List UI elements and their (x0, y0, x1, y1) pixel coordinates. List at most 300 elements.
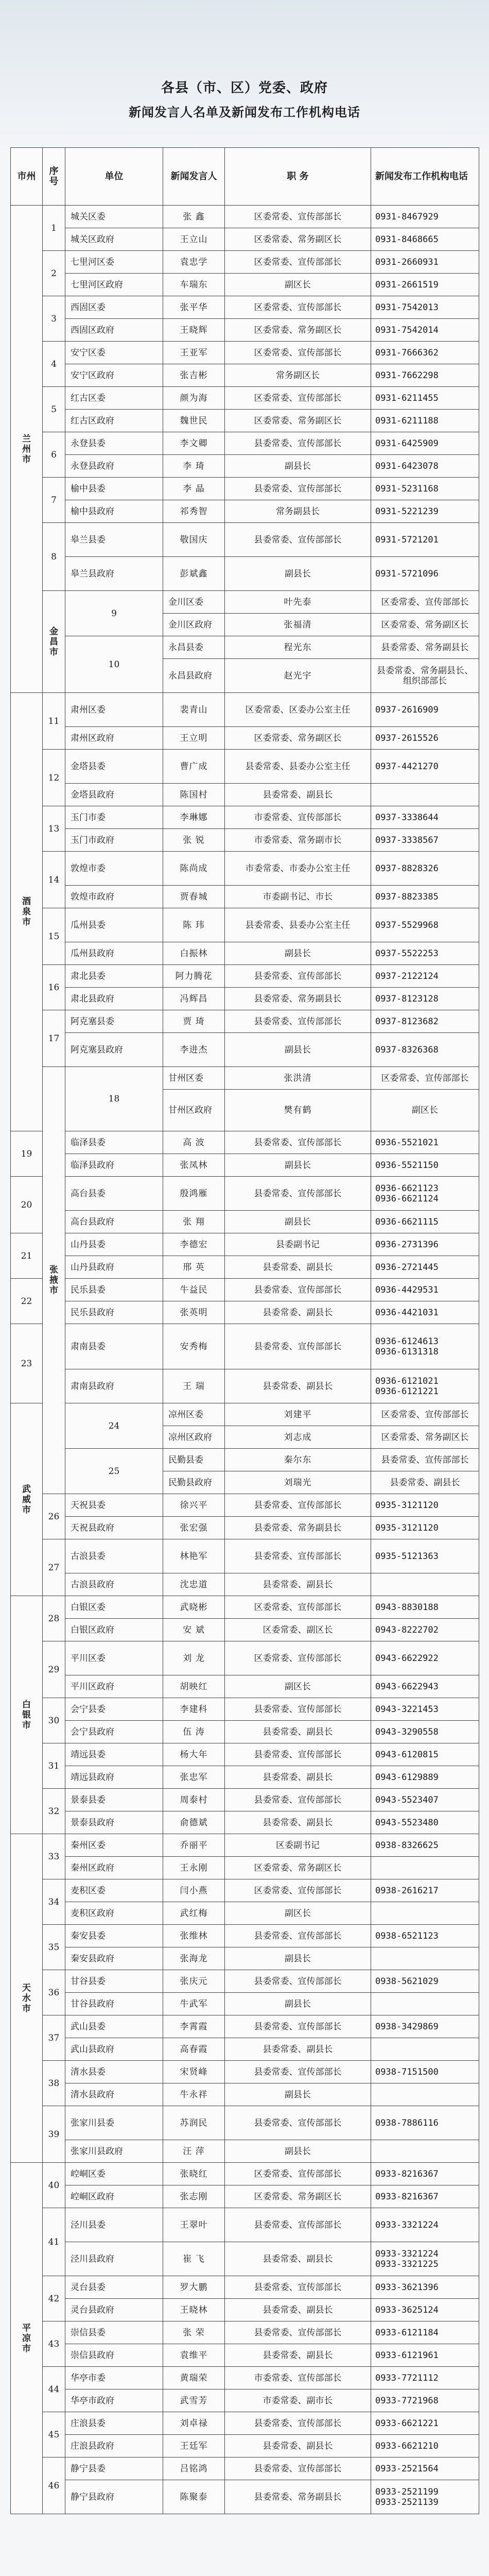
phone-cell: 0937-5529968 (371, 908, 479, 942)
table-row (11, 965, 479, 988)
unit-cell: 庄浪县政府 (65, 2435, 163, 2458)
table-row (11, 886, 479, 908)
spokesperson-name: 刘建平 (225, 1403, 371, 1426)
table-row (11, 387, 479, 410)
header-no: 序号 (43, 148, 65, 206)
unit-cell: 永登县委 (65, 432, 163, 455)
spokesperson-name: 张英明 (163, 1301, 225, 1324)
position-cell: 县委常委、常务副县长 (225, 988, 371, 1010)
table-row (11, 908, 479, 942)
position-cell: 区委常委、常务副区长 (225, 410, 371, 432)
table-row (11, 1369, 479, 1403)
spokesperson-name: 俞德斌 (163, 1811, 225, 1834)
spokesperson-name: 曹广成 (163, 750, 225, 784)
spokesperson-name: 叶先泰 (225, 591, 371, 614)
spokesperson-name: 张 翔 (163, 1211, 225, 1233)
unit-cell: 天祝县政府 (65, 1517, 163, 1539)
table-row (11, 750, 479, 784)
unit-cell: 永昌县委 (163, 636, 225, 659)
table-row (11, 2321, 479, 2344)
phone-cell: 0933-6121961 (371, 2344, 479, 2367)
unit-cell: 肃北县政府 (65, 988, 163, 1010)
spokesperson-name: 宋贤峰 (163, 2061, 225, 2083)
table-row (11, 1154, 479, 1177)
position-cell: 县委常委、宣传部部长 (225, 1494, 371, 1517)
unit-cell: 西固区政府 (65, 319, 163, 342)
table-row (11, 1517, 479, 1539)
row-number: 25 (65, 1449, 163, 1494)
unit-cell: 平川区委 (65, 1641, 163, 1675)
spokesperson-name: 李文卿 (163, 432, 225, 455)
table-row (11, 523, 479, 557)
unit-cell: 高台县政府 (65, 1211, 163, 1233)
table-row (11, 432, 479, 455)
position-cell: 县委常委、副县长 (225, 2242, 371, 2276)
spokesperson-name: 林艳军 (163, 1539, 225, 1573)
row-number: 19 (11, 1131, 43, 1177)
phone-cell (371, 2083, 479, 2106)
position-cell: 区委常委、副区长 (225, 1619, 371, 1641)
phone-cell: 0933-3321224 0933-3321225 (371, 2242, 479, 2276)
position-cell: 县委常委、宣传部部长 (225, 2276, 371, 2299)
phone-cell: 0943-3290558 (371, 1721, 479, 1743)
unit-cell: 玉门市政府 (65, 829, 163, 852)
unit-cell: 临泽县政府 (65, 1154, 163, 1177)
spokesperson-name: 李霄霞 (163, 2015, 225, 2038)
city-cell: 白 银 市 (11, 1596, 43, 1834)
position-cell: 县委常委、宣传部部长 (225, 2412, 371, 2435)
unit-cell: 古浪县委 (65, 1539, 163, 1573)
spokesperson-name: 安 斌 (163, 1619, 225, 1641)
spokesperson-name: 刘 龙 (163, 1641, 225, 1675)
unit-cell: 安宁区委 (65, 342, 163, 364)
phone-cell: 0931-8468665 (371, 228, 479, 251)
table-row (11, 988, 479, 1010)
spokesperson-name: 高春霞 (163, 2038, 225, 2061)
unit-cell: 靖远县委 (65, 1743, 163, 1766)
position-cell: 县委常委、县委办公室主任 (225, 750, 371, 784)
spokesperson-name: 陈尚成 (163, 852, 225, 886)
phone-cell: 0938-7151500 (371, 2061, 479, 2083)
unit-cell: 武山县政府 (65, 2038, 163, 2061)
spokesperson-name: 张宏强 (163, 1517, 225, 1539)
unit-cell: 七里河区政府 (65, 274, 163, 296)
position-cell: 区委常委、宣传部部长 (225, 1879, 371, 1902)
position-cell: 副县长 (225, 2140, 371, 2163)
phone-cell: 0943-6622943 (371, 1675, 479, 1698)
phone-cell: 0935-3121120 (371, 1494, 479, 1517)
unit-cell: 临泽县委 (65, 1131, 163, 1154)
table-row (11, 1324, 479, 1369)
unit-cell: 庄浪县委 (65, 2412, 163, 2435)
row-number: 5 (43, 387, 65, 432)
spokesperson-name: 高 波 (163, 1131, 225, 1154)
row-number: 40 (43, 2163, 65, 2208)
unit-cell: 张家川县委 (65, 2106, 163, 2140)
city-cell: 天 水 市 (11, 1834, 43, 2163)
phone-cell: 0938-8326625 (371, 1834, 479, 1857)
unit-cell: 凉州区政府 (163, 1426, 225, 1449)
phone-cell: 0937-3338644 (371, 806, 479, 829)
unit-cell: 山丹县委 (65, 1233, 163, 1256)
unit-cell: 甘州区政府 (163, 1090, 225, 1131)
spokesperson-name: 杨大年 (163, 1743, 225, 1766)
unit-cell: 凉州区委 (163, 1403, 225, 1426)
table-row (11, 727, 479, 750)
unit-cell: 崇信县政府 (65, 2344, 163, 2367)
city-cell: 武 威 市 (11, 1403, 43, 1596)
unit-cell: 瓜州县委 (65, 908, 163, 942)
spokesperson-name: 武雪芳 (163, 2389, 225, 2412)
table-row (11, 1403, 479, 1426)
position-cell: 区委常委、宣传部部长 (371, 1403, 479, 1426)
table-row (11, 1211, 479, 1233)
table-row (11, 364, 479, 387)
spokesperson-name: 李建科 (163, 1698, 225, 1721)
table-row (11, 1698, 479, 1721)
unit-cell: 灵台县委 (65, 2276, 163, 2299)
unit-cell: 敦煌市委 (65, 852, 163, 886)
unit-cell: 泾川县政府 (65, 2242, 163, 2276)
table-row (11, 1970, 479, 1993)
unit-cell: 肃北县委 (65, 965, 163, 988)
phone-cell: 0938-3429869 (371, 2015, 479, 2038)
position-cell: 常务副县长 (225, 500, 371, 523)
phone-cell: 0933-6621210 (371, 2435, 479, 2458)
phone-cell: 0935-5121363 (371, 1539, 479, 1573)
city-cell: 兰 州 市 (11, 206, 43, 693)
spokesperson-name: 安秀梅 (163, 1324, 225, 1369)
spokesperson-name: 张福清 (225, 614, 371, 636)
position-cell: 县委常委、宣传部部长 (225, 432, 371, 455)
spokesperson-name: 沈忠道 (163, 1573, 225, 1596)
city-cell: 金 昌 市 (43, 591, 65, 693)
spokesperson-name: 张庆元 (163, 1970, 225, 1993)
position-cell: 副区长 (371, 1090, 479, 1131)
spokesperson-name: 张平华 (163, 296, 225, 319)
spokesperson-name: 张忠军 (163, 1766, 225, 1789)
phone-cell: 0936-6621123 0936-6621124 (371, 1177, 479, 1211)
unit-cell: 华亭市委 (65, 2367, 163, 2389)
position-cell: 县委常委、宣传部部长 (225, 478, 371, 500)
unit-cell: 崆峒区委 (65, 2163, 163, 2185)
unit-cell: 泾川县委 (65, 2208, 163, 2242)
table-row (11, 2389, 479, 2412)
phone-cell (371, 1947, 479, 1970)
row-number: 18 (65, 1067, 163, 1131)
table-row (11, 1131, 479, 1154)
spokesperson-name: 陈 玮 (163, 908, 225, 942)
position-cell: 县委常委、副县长 (225, 1369, 371, 1403)
table-row (11, 1279, 479, 1301)
unit-cell: 红古区政府 (65, 410, 163, 432)
spokesperson-name: 刘卓禄 (163, 2412, 225, 2435)
spokesperson-table (10, 147, 479, 2514)
phone-cell: 0936-6621115 (371, 1211, 479, 1233)
phone-cell: 0943-5523480 (371, 1811, 479, 1834)
row-number: 3 (43, 296, 65, 342)
table-row (11, 2299, 479, 2321)
unit-cell: 秦安县委 (65, 1925, 163, 1947)
unit-cell: 玉门市委 (65, 806, 163, 829)
unit-cell: 永昌县政府 (163, 659, 225, 693)
unit-cell: 武山县委 (65, 2015, 163, 2038)
table-row (11, 1301, 479, 1324)
unit-cell: 敦煌市政府 (65, 886, 163, 908)
phone-cell: 0935-3121120 (371, 1517, 479, 1539)
spokesperson-name: 王晓林 (163, 2299, 225, 2321)
phone-cell: 0931-8467929 (371, 206, 479, 228)
spokesperson-name: 徐兴平 (163, 1494, 225, 1517)
table-row (11, 1067, 479, 1090)
position-cell: 县委常委、宣传部部长 (225, 2106, 371, 2140)
position-cell: 副县长 (225, 1947, 371, 1970)
position-cell: 县委常委、常务副县长、组织部部长 (371, 659, 479, 693)
row-number: 38 (43, 2061, 65, 2106)
position-cell: 县委常委、宣传部部长 (225, 1324, 371, 1369)
spokesperson-name: 张凤林 (163, 1154, 225, 1177)
position-cell: 区委常委、宣传部部长 (225, 206, 371, 228)
row-number: 45 (43, 2412, 65, 2458)
table-row (11, 478, 479, 500)
spokesperson-name: 武晓彬 (163, 1596, 225, 1619)
row-number: 39 (43, 2106, 65, 2163)
row-number: 41 (43, 2208, 65, 2276)
table-row (11, 1619, 479, 1641)
phone-cell: 0931-6423078 (371, 455, 479, 478)
spokesperson-name: 伍 涛 (163, 1721, 225, 1743)
unit-cell: 白银区委 (65, 1596, 163, 1619)
table-row (11, 296, 479, 319)
spokesperson-name: 王永刚 (163, 1857, 225, 1879)
unit-cell: 天祝县委 (65, 1494, 163, 1517)
phone-cell: 0931-7542014 (371, 319, 479, 342)
unit-cell: 城关区委 (65, 206, 163, 228)
position-cell: 县委常委、宣传部部长 (225, 2458, 371, 2480)
unit-cell: 永登县政府 (65, 455, 163, 478)
position-cell: 县委常委、宣传部部长 (225, 2061, 371, 2083)
table-row (11, 1902, 479, 1925)
phone-cell: 0938-7886116 (371, 2106, 479, 2140)
table-row (11, 1675, 479, 1698)
row-number: 15 (43, 908, 65, 965)
table-row (11, 2412, 479, 2435)
unit-cell: 秦州区政府 (65, 1857, 163, 1879)
header-post: 职 务 (225, 148, 371, 206)
spokesperson-name: 赵光宇 (225, 659, 371, 693)
spokesperson-name: 张吉彬 (163, 364, 225, 387)
spokesperson-name: 王立明 (163, 727, 225, 750)
spokesperson-name: 崔 飞 (163, 2242, 225, 2276)
table-row (11, 2038, 479, 2061)
row-number: 34 (43, 1879, 65, 1925)
position-cell: 县委副书记 (225, 1233, 371, 1256)
position-cell: 县委常委、副县长 (225, 1721, 371, 1743)
row-number: 32 (43, 1789, 65, 1834)
spokesperson-name: 白振林 (163, 942, 225, 965)
row-number: 28 (43, 1596, 65, 1641)
spokesperson-name: 乔丽平 (163, 1834, 225, 1857)
unit-cell: 七里河区委 (65, 251, 163, 274)
spokesperson-name: 罗大鹏 (163, 2276, 225, 2299)
spokesperson-name: 牛永祥 (163, 2083, 225, 2106)
table-row (11, 500, 479, 523)
phone-cell: 0936-6121021 0936-6121221 (371, 1369, 479, 1403)
spokesperson-name: 秦尔东 (225, 1449, 371, 1471)
phone-cell: 0933-8216367 (371, 2163, 479, 2185)
unit-cell: 靖远县政府 (65, 1766, 163, 1789)
phone-cell: 0931-5231168 (371, 478, 479, 500)
phone-cell: 0937-2615526 (371, 727, 479, 750)
spokesperson-name: 陈聚泰 (163, 2480, 225, 2514)
spokesperson-name: 张晓红 (163, 2163, 225, 2185)
phone-cell: 0931-6211188 (371, 410, 479, 432)
position-cell: 县委常委、宣传部部长 (225, 1743, 371, 1766)
unit-cell: 白银区政府 (65, 1619, 163, 1641)
unit-cell: 秦安县政府 (65, 1947, 163, 1970)
spokesperson-name: 程光东 (225, 636, 371, 659)
phone-cell: 0931-6425909 (371, 432, 479, 455)
position-cell: 县委常委、宣传部部长 (225, 1789, 371, 1811)
spokesperson-name: 陈国村 (163, 784, 225, 806)
unit-cell: 金川区委 (163, 591, 225, 614)
table-row (11, 2083, 479, 2106)
table-row (11, 1641, 479, 1675)
phone-cell: 0937-8123682 (371, 1010, 479, 1033)
phone-cell: 0933-6621221 (371, 2412, 479, 2435)
position-cell: 区委常委、常务副区长 (225, 228, 371, 251)
table-row (11, 1494, 479, 1517)
table-row (11, 1721, 479, 1743)
phone-cell: 0933-2521564 (371, 2458, 479, 2480)
unit-cell: 景泰县委 (65, 1789, 163, 1811)
unit-cell: 高台县委 (65, 1177, 163, 1211)
position-cell: 区委常委、宣传部部长 (225, 2163, 371, 2185)
phone-cell: 0937-8828326 (371, 852, 479, 886)
spokesperson-name: 袁忠学 (163, 251, 225, 274)
unit-cell: 甘州区委 (163, 1067, 225, 1090)
unit-cell: 景泰县政府 (65, 1811, 163, 1834)
row-number: 12 (43, 750, 65, 806)
spokesperson-name: 裴青山 (163, 693, 225, 727)
row-number: 6 (43, 432, 65, 478)
unit-cell: 阿克塞县政府 (65, 1033, 163, 1067)
table-row (11, 1573, 479, 1596)
table-row (11, 206, 479, 228)
row-number: 23 (11, 1324, 43, 1403)
position-cell: 副县长 (225, 2083, 371, 2106)
table-row (11, 784, 479, 806)
table-row (11, 942, 479, 965)
spokesperson-name: 张 荣 (163, 2321, 225, 2344)
phone-cell: 0933-7721968 (371, 2389, 479, 2412)
row-number: 37 (43, 2015, 65, 2061)
position-cell: 区委常委、常务副区长 (371, 614, 479, 636)
position-cell: 县委常委、宣传部部长 (225, 2321, 371, 2344)
row-number: 9 (65, 591, 163, 636)
header-name: 新闻发言人 (163, 148, 225, 206)
position-cell: 副县长 (225, 942, 371, 965)
spokesperson-name: 彭斌鑫 (163, 557, 225, 591)
document-subtitle: 新闻发言人名单及新闻发布工作机构电话 (129, 105, 360, 120)
phone-cell: 0938-2616217 (371, 1879, 479, 1902)
phone-cell: 0937-8326368 (371, 1033, 479, 1067)
spokesperson-name: 李琳娜 (163, 806, 225, 829)
unit-cell: 山丹县政府 (65, 1256, 163, 1279)
position-cell: 县委常委、县委办公室主任 (225, 908, 371, 942)
row-number: 1 (43, 206, 65, 251)
unit-cell: 肃州区委 (65, 693, 163, 727)
table-row (11, 1539, 479, 1573)
position-cell: 县委常委、副县长 (225, 2435, 371, 2458)
table-row (11, 693, 479, 727)
spokesperson-name: 张 鑫 (163, 206, 225, 228)
position-cell: 副县长 (225, 1993, 371, 2015)
position-cell: 县委常委、宣传部部长 (225, 1279, 371, 1301)
phone-cell: 0931-7542013 (371, 296, 479, 319)
spokesperson-name: 李 晶 (163, 478, 225, 500)
unit-cell: 静宁县政府 (65, 2480, 163, 2514)
spokesperson-name: 李 琦 (163, 455, 225, 478)
unit-cell: 秦州区委 (65, 1834, 163, 1857)
phone-cell: 0931-5721201 (371, 523, 479, 557)
table-row (11, 228, 479, 251)
table-row (11, 1947, 479, 1970)
unit-cell: 肃南县委 (65, 1324, 163, 1369)
position-cell: 区委常委、宣传部部长 (225, 1641, 371, 1675)
position-cell: 县委常委、宣传部部长 (371, 1449, 479, 1471)
table-row (11, 557, 479, 591)
position-cell: 市委常委、宣传部部长 (225, 2367, 371, 2389)
position-cell: 市委常委、宣传部部长 (225, 806, 371, 829)
table-row (11, 2163, 479, 2185)
row-number: 35 (43, 1925, 65, 1970)
unit-cell: 金塔县政府 (65, 784, 163, 806)
unit-cell: 会宁县政府 (65, 1721, 163, 1743)
unit-cell: 榆中县委 (65, 478, 163, 500)
phone-cell: 0937-5522253 (371, 942, 479, 965)
phone-cell (371, 1902, 479, 1925)
spokesperson-name: 黄瑞荣 (163, 2367, 225, 2389)
table-row (11, 2140, 479, 2163)
spokesperson-name: 胡映红 (163, 1675, 225, 1698)
spokesperson-name: 张洪清 (225, 1067, 371, 1090)
row-number: 43 (43, 2321, 65, 2367)
row-number: 11 (43, 693, 65, 750)
unit-cell: 民乐县委 (65, 1279, 163, 1301)
table-row (11, 2276, 479, 2299)
phone-cell: 0931-5221239 (371, 500, 479, 523)
spokesperson-name: 牛武军 (163, 1993, 225, 2015)
position-cell: 市委常委、常务副市长 (225, 829, 371, 852)
unit-cell: 榆中县政府 (65, 500, 163, 523)
table-header-row (11, 148, 479, 206)
table-row (11, 2435, 479, 2458)
table-row (11, 1233, 479, 1256)
position-cell: 区委常委、宣传部部长 (225, 387, 371, 410)
table-row (11, 2015, 479, 2038)
table-row (11, 1789, 479, 1811)
position-cell: 县委常委、常务副县长 (225, 1517, 371, 1539)
table-row (11, 829, 479, 852)
table-row (11, 1834, 479, 1857)
spokesperson-name: 王立山 (163, 228, 225, 251)
phone-cell: 0933-3621396 (371, 2276, 479, 2299)
unit-cell: 民乐县政府 (65, 1301, 163, 1324)
position-cell: 县委常委、宣传部部长 (225, 1177, 371, 1211)
phone-cell (371, 784, 479, 806)
unit-cell: 平川区政府 (65, 1675, 163, 1698)
